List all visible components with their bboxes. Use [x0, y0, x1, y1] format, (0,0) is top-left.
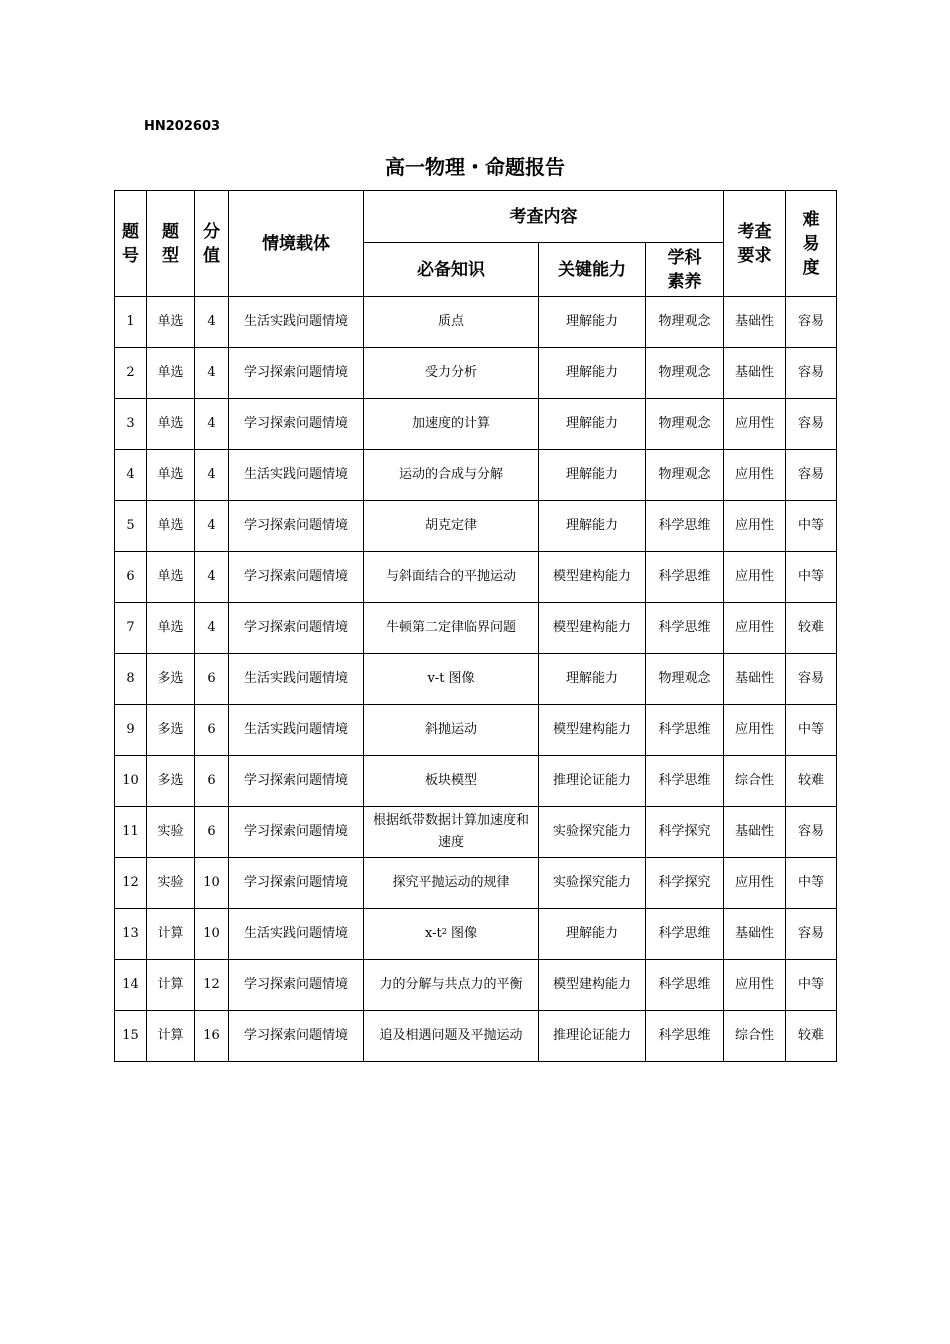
cell-requirement: 综合性 [724, 1011, 786, 1062]
cell-requirement: 应用性 [724, 705, 786, 756]
cell-num: 13 [115, 909, 147, 960]
cell-context: 生活实践问题情境 [229, 297, 364, 348]
cell-requirement: 应用性 [724, 399, 786, 450]
cell-knowledge: 胡克定律 [364, 501, 539, 552]
cell-num: 7 [115, 603, 147, 654]
table-row [115, 960, 837, 1011]
cell-difficulty: 中等 [786, 960, 837, 1011]
header-context: 情境载体 [229, 191, 364, 297]
cell-context: 学习探索问题情境 [229, 501, 364, 552]
cell-difficulty: 容易 [786, 654, 837, 705]
cell-requirement: 应用性 [724, 501, 786, 552]
cell-score: 10 [195, 909, 229, 960]
cell-knowledge: 运动的合成与分解 [364, 450, 539, 501]
cell-ability: 理解能力 [539, 501, 646, 552]
cell-difficulty: 较难 [786, 603, 837, 654]
cell-type: 多选 [147, 705, 195, 756]
cell-type: 单选 [147, 399, 195, 450]
table-row [115, 807, 837, 858]
table-row [115, 399, 837, 450]
table-row [115, 705, 837, 756]
cell-knowledge: 受力分析 [364, 348, 539, 399]
cell-score: 4 [195, 552, 229, 603]
cell-num: 6 [115, 552, 147, 603]
cell-requirement: 基础性 [724, 909, 786, 960]
document-code: HN202603 [144, 119, 221, 134]
cell-score: 4 [195, 603, 229, 654]
header-score: 分值 [195, 191, 229, 297]
cell-literacy: 物理观念 [646, 450, 724, 501]
cell-context: 学习探索问题情境 [229, 960, 364, 1011]
cell-literacy: 科学思维 [646, 909, 724, 960]
cell-ability: 实验探究能力 [539, 807, 646, 858]
cell-num: 12 [115, 858, 147, 909]
cell-context: 生活实践问题情境 [229, 450, 364, 501]
cell-score: 4 [195, 450, 229, 501]
cell-score: 6 [195, 756, 229, 807]
cell-requirement: 应用性 [724, 552, 786, 603]
cell-knowledge: 斜抛运动 [364, 705, 539, 756]
cell-knowledge: 牛顿第二定律临界问题 [364, 603, 539, 654]
table-row [115, 297, 837, 348]
table-body [115, 297, 837, 1062]
cell-literacy: 科学思维 [646, 552, 724, 603]
cell-ability: 理解能力 [539, 348, 646, 399]
cell-context: 学习探索问题情境 [229, 399, 364, 450]
exam-report-table [114, 190, 837, 1062]
cell-literacy: 科学思维 [646, 705, 724, 756]
cell-literacy: 物理观念 [646, 654, 724, 705]
table-row [115, 858, 837, 909]
cell-type: 单选 [147, 348, 195, 399]
table-row [115, 654, 837, 705]
cell-knowledge: 板块模型 [364, 756, 539, 807]
cell-knowledge: 根据纸带数据计算加速度和速度 [364, 807, 539, 858]
cell-ability: 模型建构能力 [539, 552, 646, 603]
cell-context: 学习探索问题情境 [229, 552, 364, 603]
cell-difficulty: 较难 [786, 1011, 837, 1062]
cell-num: 9 [115, 705, 147, 756]
header-difficulty: 难易度 [786, 191, 837, 297]
cell-context: 学习探索问题情境 [229, 348, 364, 399]
cell-difficulty: 中等 [786, 705, 837, 756]
cell-score: 4 [195, 297, 229, 348]
cell-knowledge: 与斜面结合的平抛运动 [364, 552, 539, 603]
cell-num: 3 [115, 399, 147, 450]
header-ability: 关键能力 [539, 243, 646, 297]
cell-num: 5 [115, 501, 147, 552]
cell-knowledge: 探究平抛运动的规律 [364, 858, 539, 909]
page-title: 高一物理・命题报告 [385, 155, 565, 179]
cell-literacy: 物理观念 [646, 297, 724, 348]
cell-literacy: 科学探究 [646, 858, 724, 909]
cell-ability: 理解能力 [539, 450, 646, 501]
cell-ability: 模型建构能力 [539, 705, 646, 756]
cell-knowledge: 加速度的计算 [364, 399, 539, 450]
cell-type: 实验 [147, 807, 195, 858]
cell-context: 生活实践问题情境 [229, 909, 364, 960]
table-row [115, 756, 837, 807]
cell-literacy: 科学思维 [646, 1011, 724, 1062]
header-type: 题型 [147, 191, 195, 297]
cell-score: 4 [195, 501, 229, 552]
header-literacy: 学科素养 [646, 243, 724, 297]
cell-num: 11 [115, 807, 147, 858]
cell-num: 8 [115, 654, 147, 705]
cell-type: 计算 [147, 1011, 195, 1062]
cell-requirement: 综合性 [724, 756, 786, 807]
table-row [115, 1011, 837, 1062]
cell-type: 实验 [147, 858, 195, 909]
header-content: 考查内容 [364, 191, 724, 243]
cell-num: 2 [115, 348, 147, 399]
cell-type: 多选 [147, 756, 195, 807]
cell-context: 学习探索问题情境 [229, 756, 364, 807]
cell-ability: 实验探究能力 [539, 858, 646, 909]
cell-score: 12 [195, 960, 229, 1011]
cell-difficulty: 中等 [786, 552, 837, 603]
table-row [115, 909, 837, 960]
cell-literacy: 物理观念 [646, 399, 724, 450]
cell-difficulty: 容易 [786, 399, 837, 450]
cell-num: 4 [115, 450, 147, 501]
cell-num: 14 [115, 960, 147, 1011]
cell-type: 单选 [147, 501, 195, 552]
cell-difficulty: 中等 [786, 858, 837, 909]
cell-type: 单选 [147, 450, 195, 501]
cell-score: 6 [195, 807, 229, 858]
cell-context: 生活实践问题情境 [229, 654, 364, 705]
cell-difficulty: 容易 [786, 348, 837, 399]
cell-ability: 推理论证能力 [539, 756, 646, 807]
cell-difficulty: 中等 [786, 501, 837, 552]
cell-context: 学习探索问题情境 [229, 603, 364, 654]
cell-context: 学习探索问题情境 [229, 1011, 364, 1062]
cell-num: 15 [115, 1011, 147, 1062]
cell-type: 多选 [147, 654, 195, 705]
cell-knowledge: 质点 [364, 297, 539, 348]
cell-requirement: 应用性 [724, 960, 786, 1011]
cell-score: 16 [195, 1011, 229, 1062]
cell-ability: 理解能力 [539, 654, 646, 705]
cell-difficulty: 容易 [786, 297, 837, 348]
table-row [115, 348, 837, 399]
cell-num: 1 [115, 297, 147, 348]
header-requirement: 考查要求 [724, 191, 786, 297]
cell-score: 4 [195, 399, 229, 450]
cell-type: 计算 [147, 909, 195, 960]
cell-literacy: 科学思维 [646, 603, 724, 654]
cell-difficulty: 较难 [786, 756, 837, 807]
cell-type: 单选 [147, 297, 195, 348]
cell-literacy: 物理观念 [646, 348, 724, 399]
cell-requirement: 基础性 [724, 348, 786, 399]
cell-literacy: 科学探究 [646, 807, 724, 858]
cell-knowledge: 追及相遇问题及平抛运动 [364, 1011, 539, 1062]
cell-ability: 理解能力 [539, 909, 646, 960]
cell-difficulty: 容易 [786, 909, 837, 960]
cell-type: 计算 [147, 960, 195, 1011]
cell-type: 单选 [147, 552, 195, 603]
cell-ability: 推理论证能力 [539, 1011, 646, 1062]
cell-knowledge: 力的分解与共点力的平衡 [364, 960, 539, 1011]
header-knowledge: 必备知识 [364, 243, 539, 297]
cell-difficulty: 容易 [786, 450, 837, 501]
table-row [115, 603, 837, 654]
cell-score: 6 [195, 654, 229, 705]
header-num: 题号 [115, 191, 147, 297]
cell-requirement: 应用性 [724, 603, 786, 654]
cell-knowledge: $x-t^2$ 图像 [364, 909, 539, 960]
cell-knowledge: v-t 图像 [364, 654, 539, 705]
table-row [115, 501, 837, 552]
cell-ability: 理解能力 [539, 297, 646, 348]
cell-requirement: 基础性 [724, 654, 786, 705]
cell-literacy: 科学思维 [646, 756, 724, 807]
cell-score: 10 [195, 858, 229, 909]
cell-type: 单选 [147, 603, 195, 654]
cell-literacy: 科学思维 [646, 960, 724, 1011]
cell-literacy: 科学思维 [646, 501, 724, 552]
table-row [115, 450, 837, 501]
cell-context: 生活实践问题情境 [229, 705, 364, 756]
cell-ability: 模型建构能力 [539, 603, 646, 654]
cell-requirement: 基础性 [724, 297, 786, 348]
cell-requirement: 应用性 [724, 858, 786, 909]
cell-context: 学习探索问题情境 [229, 858, 364, 909]
cell-ability: 模型建构能力 [539, 960, 646, 1011]
cell-ability: 理解能力 [539, 399, 646, 450]
cell-requirement: 基础性 [724, 807, 786, 858]
cell-difficulty: 容易 [786, 807, 837, 858]
cell-score: 4 [195, 348, 229, 399]
cell-num: 10 [115, 756, 147, 807]
table-row [115, 552, 837, 603]
cell-requirement: 应用性 [724, 450, 786, 501]
cell-context: 学习探索问题情境 [229, 807, 364, 858]
cell-score: 6 [195, 705, 229, 756]
